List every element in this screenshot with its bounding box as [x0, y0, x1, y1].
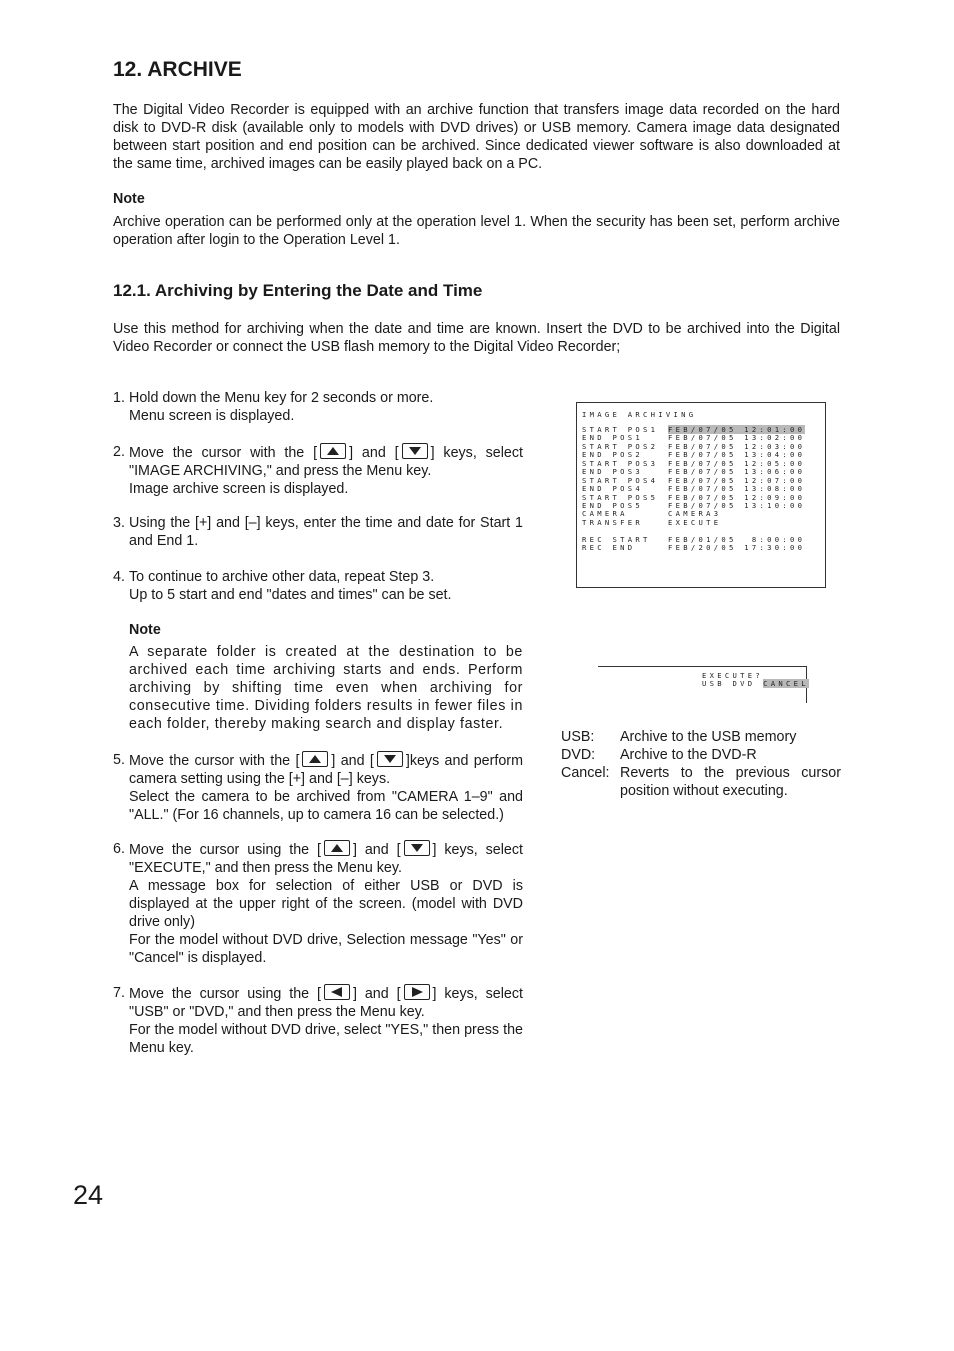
step-2: 2. Move the cursor with the [ ] and [ ] keys, select "IMAGE ARCHIVING," and press the Menu key. Image archive screen is displayed.: [113, 444, 523, 497]
left-arrow-key-icon: [324, 984, 350, 1000]
screen-row: [582, 544, 805, 552]
step-6: 6. Move the cursor using the [ ] and [ ] keys, select "EXECUTE," and then press the Menu key. A message box for selection of either USB or DVD is displayed at the upper right of the screen. (model with DVD drive only) For the model without DVD drive, Selection message "Yes" or "Cancel" is displayed.: [113, 841, 523, 966]
screen-row-value[interactable]: CAMERA3: [668, 509, 722, 519]
dvd-option[interactable]: DVD: [732, 679, 756, 688]
screen-row-label: START POS2: [582, 441, 659, 451]
screen-row-label: END POS1: [582, 433, 644, 443]
execute-options: [702, 679, 809, 688]
image-archiving-screen: [576, 402, 826, 588]
screen-row-value[interactable]: FEB/07/05 13:02:00: [668, 433, 806, 443]
down-arrow-key-icon: [377, 751, 403, 767]
screen-row-value[interactable]: FEB/01/05 8:00:00: [668, 535, 806, 544]
section-title: 12. ARCHIVE: [113, 58, 242, 81]
screen-row-label: TRANSFER: [582, 517, 644, 527]
cancel-option[interactable]: CANCEL: [763, 679, 809, 688]
screen-row-label: REC END: [582, 543, 636, 553]
execute-legend: [561, 728, 841, 800]
step-note: Note A separate folder is created at the destination to be archived each time archiving starts and ends. Perform archiving by shifting time even when archiving for consecutive time. Dividing folders results in fewer files in each folder, thereby making search and display faster.: [129, 622, 523, 732]
screen-row-value[interactable]: FEB/07/05 12:03:00: [668, 441, 806, 451]
step-3: 3. Using the [+] and [–] keys, enter the time and date for Start 1 and End 1.: [113, 515, 523, 549]
screen-row-label: REC START: [582, 535, 651, 544]
execute-title: EXECUTE?: [702, 671, 764, 680]
screen-row-value[interactable]: FEB/07/05 13:10:00: [668, 500, 806, 510]
step-5: 5. Move the cursor with the [ ] and [ ]keys and perform camera setting using the [+] and [–] keys. Select the camera to be archived from "CAMERA 1–9" and "ALL." (For 16 channels, up to camera 16 can be selected.): [113, 752, 523, 823]
page-number: 24: [73, 1180, 104, 1210]
legend-dvd: DVD: Archive to the DVD-R: [561, 747, 757, 763]
up-arrow-key-icon: [320, 443, 346, 459]
screen-row-value[interactable]: FEB/07/05 12:01:00: [668, 425, 806, 434]
screen-row-value[interactable]: FEB/07/05 13:08:00: [668, 484, 806, 494]
usb-option[interactable]: USB: [702, 679, 725, 688]
screen-row-label: END POS5: [582, 500, 644, 510]
screen-title: IMAGE ARCHIVING: [582, 410, 697, 419]
screen-row-label: START POS5: [582, 492, 659, 502]
screen-row-value[interactable]: FEB/07/05 12:09:00: [668, 492, 806, 502]
legend-usb: USB: Archive to the USB memory: [561, 729, 797, 745]
intro-paragraph: The Digital Video Recorder is equipped with an archive function that transfers image data recorded on the hard disk to DVD-R disk (available only to models with DVD drives) or USB memory. Camera image data designated between start position and end position can be archived. Since dedicated viewer software is also downloaded at the same time, archived images can be easily played back on a PC.: [113, 102, 840, 173]
screen-row-value[interactable]: EXECUTE: [668, 517, 722, 527]
step-1: 1. Hold down the Menu key for 2 seconds or more. Menu screen is displayed.: [113, 390, 434, 424]
screen-row-label: END POS3: [582, 467, 644, 477]
down-arrow-key-icon: [402, 443, 428, 459]
subsection-intro: Use this method for archiving when the date and time are known. Insert the DVD to be archived into the Digital Video Recorder or connect the USB flash memory to the Digital Video Recorder;: [113, 321, 840, 356]
screen-row: [582, 519, 805, 527]
screen-row-label: CAMERA: [582, 509, 628, 519]
down-arrow-key-icon: [404, 840, 430, 856]
screen-row-label: END POS4: [582, 484, 644, 494]
execute-message-box: [598, 666, 807, 703]
screen-row-value[interactable]: FEB/07/05 12:07:00: [668, 475, 806, 485]
screen-row-value[interactable]: FEB/07/05 13:06:00: [668, 467, 806, 477]
up-arrow-key-icon: [302, 751, 328, 767]
up-arrow-key-icon: [324, 840, 350, 856]
screen-row-label: START POS1: [582, 425, 659, 434]
subsection-title: 12.1. Archiving by Entering the Date and Time: [113, 281, 483, 300]
screen-row-label: START POS3: [582, 458, 659, 468]
screen-row-value[interactable]: FEB/07/05 12:05:00: [668, 458, 806, 468]
screen-row-label: END POS2: [582, 450, 644, 460]
legend-cancel: Cancel: Reverts to the previous cursor position without executing.: [561, 765, 841, 799]
right-arrow-key-icon: [404, 984, 430, 1000]
note-label: Note: [113, 191, 145, 207]
screen-row-label: START POS4: [582, 475, 659, 485]
screen-rec-rows: [582, 536, 805, 553]
screen-row-value[interactable]: FEB/07/05 13:04:00: [668, 450, 806, 460]
screen-rows: [582, 426, 805, 527]
note-text: Archive operation can be performed only at the operation level 1. When the security has been set, perform archive operation after login to the Operation Level 1.: [113, 214, 840, 249]
screen-row-value[interactable]: FEB/20/05 17:30:00: [668, 543, 806, 553]
step-4: 4. To continue to archive other data, repeat Step 3. Up to 5 start and end "dates and times" can be set.: [113, 569, 452, 603]
step-7: 7. Move the cursor using the [ ] and [ ] keys, select "USB" or "DVD," and then press the Menu key. For the model without DVD drive, select "YES," then press the Menu key.: [113, 985, 523, 1056]
